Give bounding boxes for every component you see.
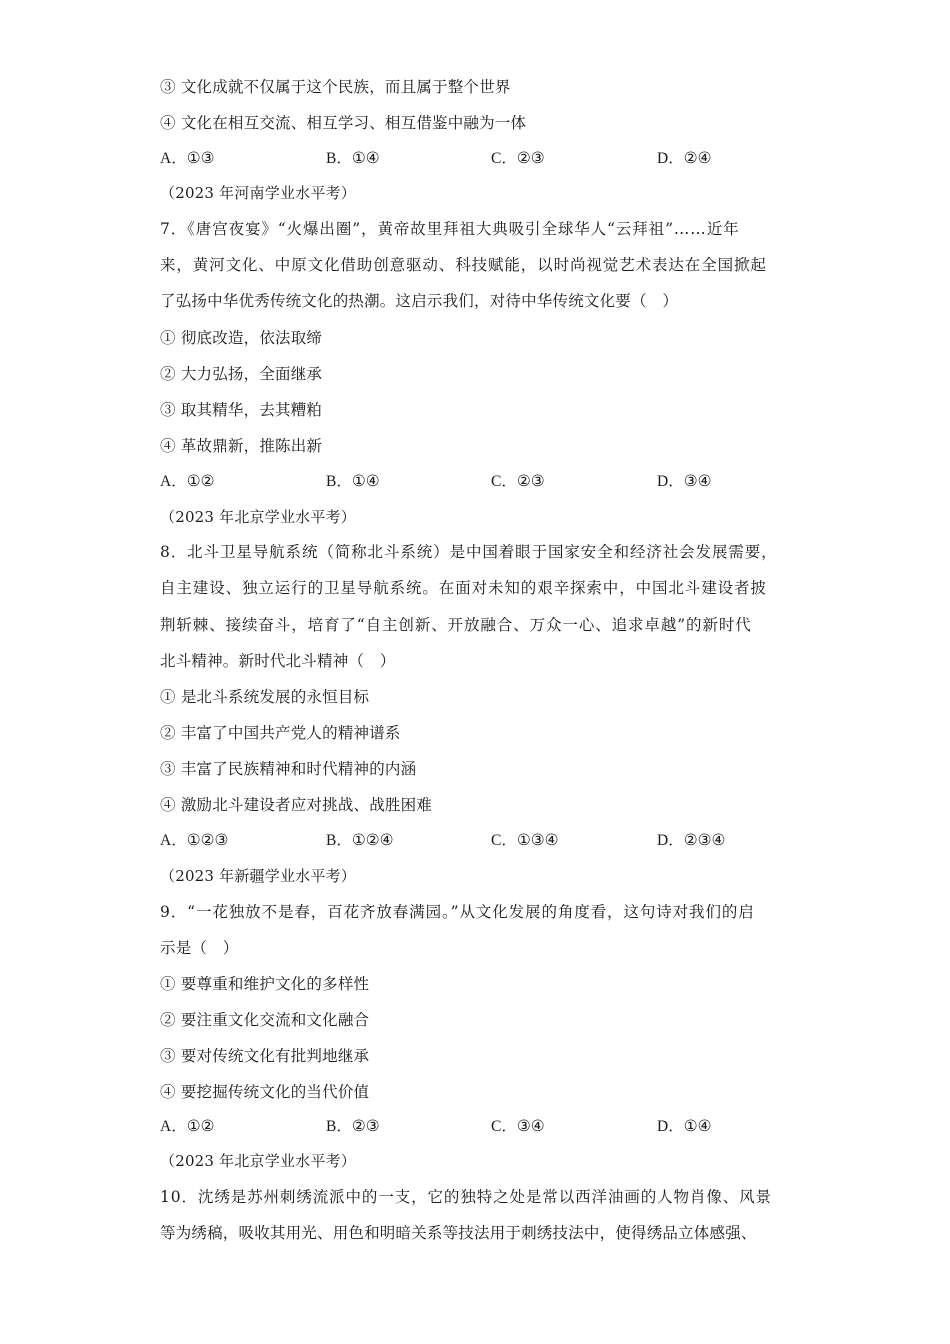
q6-source: （2023 年河南学业水平考） [160, 184, 356, 202]
q7-item-2: ② 大力弘扬，全面继承 [160, 365, 323, 383]
q7-option-c[interactable]: C．②③ [491, 472, 545, 490]
q9-option-c[interactable]: C．③④ [491, 1117, 545, 1135]
q8-option-c[interactable]: C．①③④ [491, 831, 559, 849]
q9-option-a[interactable]: A．①② [160, 1117, 215, 1135]
q9-source: （2023 年北京学业水平考） [160, 1152, 356, 1170]
q8-stem-line-2: 自主建设、独立运行的卫星导航系统。在面对未知的艰辛探索中，中国北斗建设者披 [160, 579, 767, 597]
q6-options [160, 147, 800, 169]
q9-item-2: ② 要注重文化交流和文化融合 [160, 1011, 370, 1029]
q8-stem-line-4: 北斗精神。新时代北斗精神（ ） [160, 652, 396, 670]
q7-option-a[interactable]: A．①② [160, 472, 215, 490]
q9-item-4: ④ 要挖掘传统文化的当代价值 [160, 1083, 370, 1101]
q8-option-d[interactable]: D．②③④ [657, 831, 726, 849]
q9-option-b[interactable]: B．②③ [326, 1117, 380, 1135]
q6-item-3: ③ 文化成就不仅属于这个民族，而且属于整个世界 [160, 78, 511, 96]
q7-option-b[interactable]: B．①④ [326, 472, 380, 490]
q8-source: （2023 年新疆学业水平考） [160, 867, 356, 885]
q7-option-d[interactable]: D．③④ [657, 472, 712, 490]
q6-option-c[interactable]: C．②③ [491, 149, 545, 167]
q10-stem-line-2: 等为绣稿，吸收其用光、用色和明暗关系等技法用于刺绣技法中，使得绣品立体感强、 [160, 1224, 757, 1242]
q9-item-3: ③ 要对传统文化有批判地继承 [160, 1047, 370, 1065]
q7-stem-line-2: 来，黄河文化、中原文化借助创意驱动、科技赋能，以时尚视觉艺术表达在全国掀起 [160, 256, 767, 274]
q9-option-d[interactable]: D．①④ [657, 1117, 712, 1135]
q9-stem-line-2: 示是（ ） [160, 939, 239, 957]
q7-item-1: ① 彻底改造，依法取缔 [160, 329, 323, 347]
q7-options [160, 470, 800, 492]
q7-source: （2023 年北京学业水平考） [160, 508, 356, 526]
q8-stem-line-3: 荆斩棘、接续奋斗，培育了“自主创新、开放融合、万众一心、追求卓越”的新时代 [160, 616, 752, 634]
q6-item-4: ④ 文化在相互交流、相互学习、相互借鉴中融为一体 [160, 114, 527, 132]
q8-option-a[interactable]: A．①②③ [160, 831, 229, 849]
q6-option-b[interactable]: B．①④ [326, 149, 380, 167]
q8-item-2: ② 丰富了中国共产党人的精神谱系 [160, 724, 401, 742]
q7-stem-line-3: 了弘扬中华优秀传统文化的热潮。这启示我们，对待中华传统文化要（ ） [160, 292, 679, 310]
q7-item-4: ④ 革故鼎新，推陈出新 [160, 437, 323, 455]
q7-stem-line-1: 7．《唐宫夜宴》“火爆出圈”，黄帝故里拜祖大典吸引全球华人“云拜祖”……近年 [160, 220, 740, 238]
q8-item-3: ③ 丰富了民族精神和时代精神的内涵 [160, 760, 417, 778]
q6-option-d[interactable]: D．②④ [657, 149, 712, 167]
q8-item-4: ④ 激励北斗建设者应对挑战、战胜困难 [160, 796, 433, 814]
q9-options [160, 1115, 800, 1137]
q8-item-1: ① 是北斗系统发展的永恒目标 [160, 688, 370, 706]
q9-stem-line-1: 9．“一花独放不是春，百花齐放春满园。”从文化发展的角度看，这句诗对我们的启 [160, 903, 755, 921]
q6-option-a[interactable]: A．①③ [160, 149, 215, 167]
q10-stem-line-1: 10．沈绣是苏州刺绣流派中的一支，它的独特之处是常以西洋油画的人物肖像、风景 [160, 1188, 772, 1206]
q9-item-1: ① 要尊重和维护文化的多样性 [160, 975, 370, 993]
q8-options [160, 829, 800, 851]
q8-stem-line-1: 8．北斗卫星导航系统（简称北斗系统）是中国着眼于国家安全和经济社会发展需要， [160, 543, 778, 561]
q7-item-3: ③ 取其精华，去其糟粕 [160, 401, 323, 419]
q8-option-b[interactable]: B．①②④ [326, 831, 394, 849]
